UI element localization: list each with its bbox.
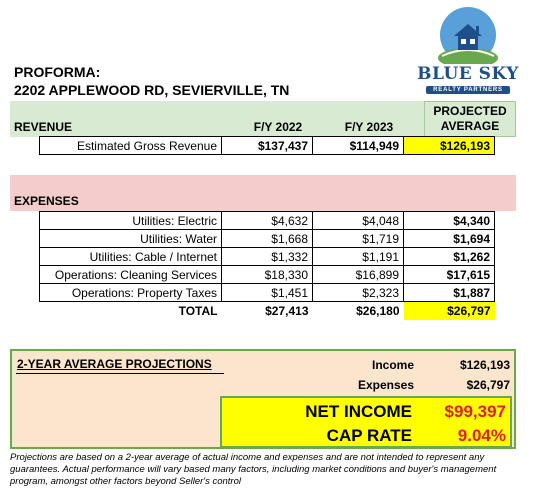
- cell-fy2023: $114,949: [313, 137, 404, 155]
- total-row: [40, 302, 495, 320]
- cap-rate-label: CAP RATE: [326, 426, 412, 445]
- cell-average: $4,340: [404, 212, 495, 230]
- cell-fy2022: $1,332: [222, 248, 313, 266]
- cell-average: $126,193: [404, 137, 495, 155]
- net-income-label: NET INCOME: [305, 402, 412, 421]
- expenses-summary-value: $26,797: [466, 378, 510, 392]
- revenue-label: REVENUE: [14, 120, 73, 134]
- net-income-value: $99,397: [444, 402, 506, 421]
- column-header-projected: PROJECTED AVERAGE: [424, 101, 516, 137]
- logo-name: BLUE SKY: [417, 64, 519, 84]
- table-row: [40, 284, 495, 302]
- revenue-header-band: [10, 101, 516, 137]
- income-label: Income: [371, 358, 414, 372]
- table-row: [40, 266, 495, 284]
- table-row: [40, 212, 495, 230]
- revenue-table: [39, 136, 495, 155]
- cell-fy2022: $4,632: [222, 212, 313, 230]
- total-fy2022: $27,413: [265, 303, 309, 318]
- page-title: PROFORMA:: [14, 64, 101, 80]
- company-logo: [412, 6, 524, 98]
- table-row: [40, 137, 495, 155]
- row-label: Operations: Property Taxes: [40, 284, 222, 302]
- table-row: [40, 230, 495, 248]
- cell-fy2022: $1,668: [222, 230, 313, 248]
- projections-box: [10, 349, 516, 449]
- cell-fy2022: $137,437: [222, 137, 313, 155]
- cell-fy2023: $4,048: [313, 212, 404, 230]
- cell-fy2023: $2,323: [313, 284, 404, 302]
- row-label: Utilities: Cable / Internet: [40, 248, 222, 266]
- expenses-header-band: [10, 175, 516, 211]
- row-label: Operations: Cleaning Services: [40, 266, 222, 284]
- column-header-fy2022: F/Y 2022: [253, 120, 303, 134]
- cell-fy2023: $1,191: [313, 248, 404, 266]
- logo-subtitle: REALTY PARTNERS: [426, 86, 510, 94]
- cell-average: $1,262: [404, 248, 495, 266]
- expenses-summary-label: Expenses: [357, 378, 414, 392]
- cell-average: $17,615: [404, 266, 495, 284]
- cell-average: $1,887: [404, 284, 495, 302]
- cell-fy2023: $16,899: [313, 266, 404, 284]
- cell-fy2023: $1,719: [313, 230, 404, 248]
- column-header-fy2023: F/Y 2023: [344, 120, 394, 134]
- disclaimer-footnote: Projections are based on a 2-year average of actual income and expenses and are not intended to represent any guarantees. Actual performance will vary based many factors, including market conditions and buyer's management program, amongst other factors beyond Seller's control: [10, 452, 497, 487]
- cell-fy2022: $18,330: [222, 266, 313, 284]
- cap-rate-value: 9.04%: [457, 426, 506, 445]
- house-icon: [436, 6, 500, 64]
- divider: [16, 373, 224, 374]
- projections-title: 2-YEAR AVERAGE PROJECTIONS: [17, 357, 212, 371]
- property-address: 2202 APPLEWOOD RD, SEVIERVILLE, TN: [14, 82, 290, 98]
- cell-average: $1,694: [404, 230, 495, 248]
- expenses-table: [39, 211, 495, 320]
- expenses-label: EXPENSES: [14, 194, 79, 208]
- table-row: [40, 248, 495, 266]
- total-average: $26,797: [404, 302, 495, 320]
- row-label: Utilities: Electric: [40, 212, 222, 230]
- row-label: Estimated Gross Revenue: [40, 137, 222, 155]
- highlight-box: [220, 396, 512, 448]
- total-label: TOTAL: [178, 303, 218, 318]
- cell-fy2022: $1,451: [222, 284, 313, 302]
- income-value: $126,193: [459, 358, 510, 372]
- total-fy2023: $26,180: [356, 303, 400, 318]
- row-label: Utilities: Water: [40, 230, 222, 248]
